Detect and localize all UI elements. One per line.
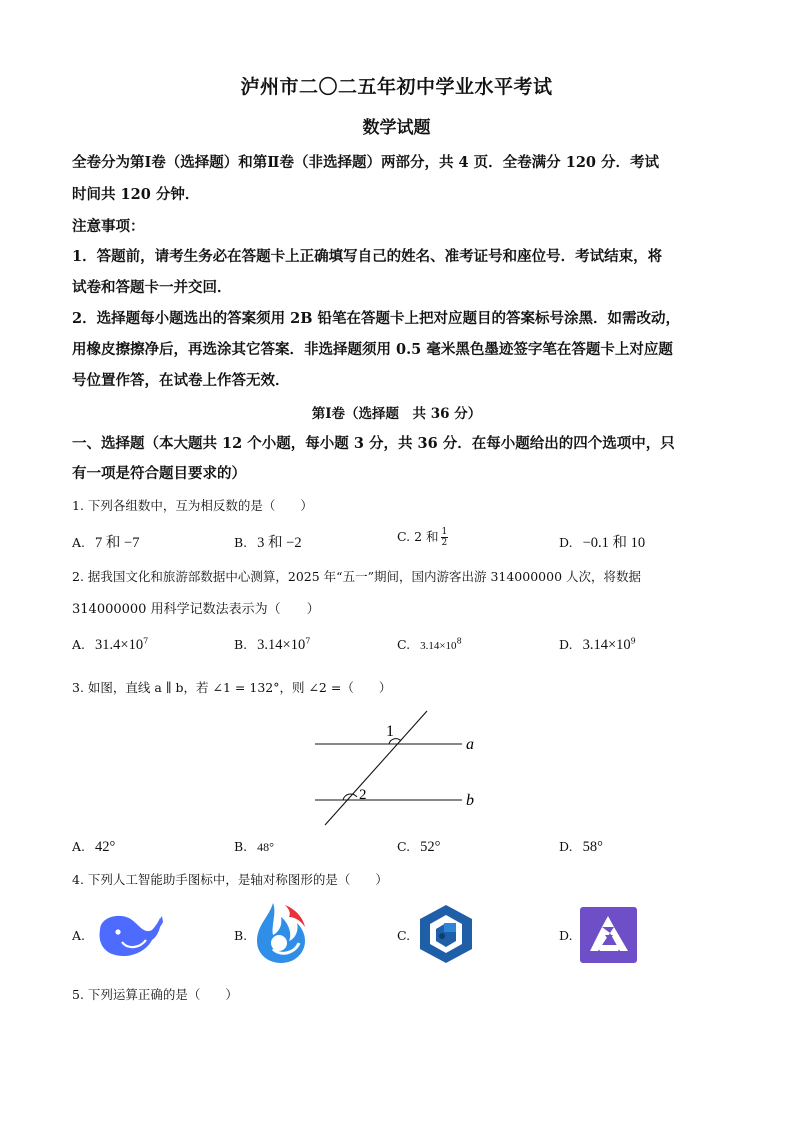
intro-line-2: 时间共 120 分钟． [72, 186, 200, 203]
q3-option-a-label: A. [72, 839, 86, 854]
q1-option-a-value: 7 和 −7 [95, 535, 140, 551]
note-2-line-2: 用橡皮擦擦净后，再选涂其它答案．非选择题须用 0.5 毫米黑色墨迹签字笔在答题卡上对应题 [72, 341, 673, 358]
q1-option-c-numerator: 1 [441, 527, 448, 537]
q1-option-d [559, 531, 645, 552]
q3-option-d-label: D. [559, 839, 573, 854]
q3-option-c-value: 52° [420, 839, 441, 855]
q1-option-a [72, 531, 139, 552]
q2-option-d-exponent: 9 [630, 636, 636, 646]
q2-option-a [72, 637, 148, 654]
q3-parallel-lines-figure [305, 705, 495, 830]
q3-option-c-label: C. [397, 839, 411, 854]
q2-stem-line-1: 2. 据我国文化和旅游部数据中心测算，2025 年“五一”期间，国内游客出游 314000000 人次，将数据 [72, 569, 641, 584]
q2-option-b-label: B. [234, 637, 248, 652]
q3-option-b-value: 48° [257, 840, 274, 854]
transversal-line [325, 711, 427, 825]
section-1-title: 第Ⅰ卷（选择题 共 36 分） [311, 406, 482, 422]
deepseek-whale-icon [92, 908, 164, 960]
q3-option-a [72, 839, 115, 856]
intro-line-1: 全卷分为第Ⅰ卷（选择题）和第Ⅱ卷（非选择题）两部分，共 4 页．全卷满分 120 分．考试 [72, 154, 660, 171]
q3-option-b [234, 839, 274, 855]
q4-option-a-label: A. [72, 928, 86, 943]
exam-title: 泸州市二〇二五年初中学业水平考试 [240, 76, 553, 98]
angle-2-label: 2 [359, 787, 367, 803]
q2-stem-line-2: 314000000 用科学记数法表示为（ ） [72, 602, 320, 617]
q2-option-b-exponent: 7 [305, 636, 311, 646]
hexagon-cube-icon [416, 903, 476, 965]
q1-stem: 1. 下列各组数中，互为相反数的是（ ） [72, 498, 313, 513]
q1-option-b [234, 531, 302, 552]
note-2-line-3: 号位置作答，在试卷上作答无效． [72, 372, 290, 389]
q1-option-c-denominator: 2 [441, 538, 448, 548]
note-1-line-2: 试卷和答题卡一并交回． [72, 279, 232, 296]
section-1-instr-line-2: 有一项是符合题目要求的） [72, 465, 246, 482]
q4-option-b-label: B. [234, 928, 248, 943]
q4-stem: 4. 下列人工智能助手图标中，是轴对称图形的是（ ） [72, 872, 388, 887]
q1-option-b-label: B. [234, 535, 248, 550]
q4-option-c-label: C. [397, 928, 411, 943]
q2-option-d-base: 3.14×10 [582, 637, 631, 653]
q2-option-b-base: 3.14×10 [257, 637, 306, 653]
q2-option-d [559, 637, 636, 654]
line-b-label: b [466, 792, 474, 809]
q3-option-c [397, 839, 440, 856]
q1-option-c-fraction [441, 527, 449, 548]
notice-heading: 注意事项： [72, 218, 145, 235]
q1-option-a-label: A. [72, 535, 86, 550]
q3-option-d-value: 58° [582, 839, 603, 855]
section-1-instr-line-1: 一、选择题（本大题共 12 个小题，每小题 3 分，共 36 分．在每小题给出的四个选项中，只 [72, 435, 675, 452]
q2-option-c-base: 3.14×10 [420, 640, 457, 652]
q1-option-c-label: C. 2 和 [397, 529, 439, 544]
q1-option-d-value: −0.1 和 10 [582, 535, 646, 551]
q2-option-a-base: 31.4×10 [95, 637, 144, 653]
q1-option-d-label: D. [559, 535, 573, 550]
q2-option-b [234, 637, 310, 654]
q2-option-c-exponent: 8 [456, 636, 462, 646]
q3-stem: 3. 如图，直线 a ∥ b，若 ∠1 = 132°，则 ∠2 =（ ） [72, 680, 392, 695]
q2-option-a-label: A. [72, 637, 86, 652]
line-a-label: a [466, 736, 474, 753]
q3-option-b-label: B. [234, 839, 248, 854]
angle-1-label: 1 [386, 723, 394, 740]
q3-option-d [559, 839, 603, 856]
note-1-line-1: 1．答题前，请考生务必在答题卡上正确填写自己的姓名、准考证号和座位号．考试结束，将 [72, 248, 663, 265]
q2-option-c [397, 637, 462, 653]
q3-option-a-value: 42° [95, 839, 116, 855]
flame-drop-icon [251, 899, 311, 967]
exam-subtitle: 数学试题 [362, 118, 431, 138]
q2-option-a-exponent: 7 [143, 636, 149, 646]
q1-option-c [397, 527, 448, 548]
q2-option-c-label: C. [397, 637, 411, 652]
note-2-line-1: 2．选择题每小题选出的答案须用 2B 铅笔在答题卡上把对应题目的答案标号涂黑．如需改动， [72, 310, 681, 327]
q1-option-b-value: 3 和 −2 [257, 535, 302, 551]
q5-stem: 5. 下列运算正确的是（ ） [72, 987, 238, 1002]
q4-option-d-label: D. [559, 928, 573, 943]
purple-triangle-knot-icon [580, 907, 637, 963]
q2-option-d-label: D. [559, 637, 573, 652]
